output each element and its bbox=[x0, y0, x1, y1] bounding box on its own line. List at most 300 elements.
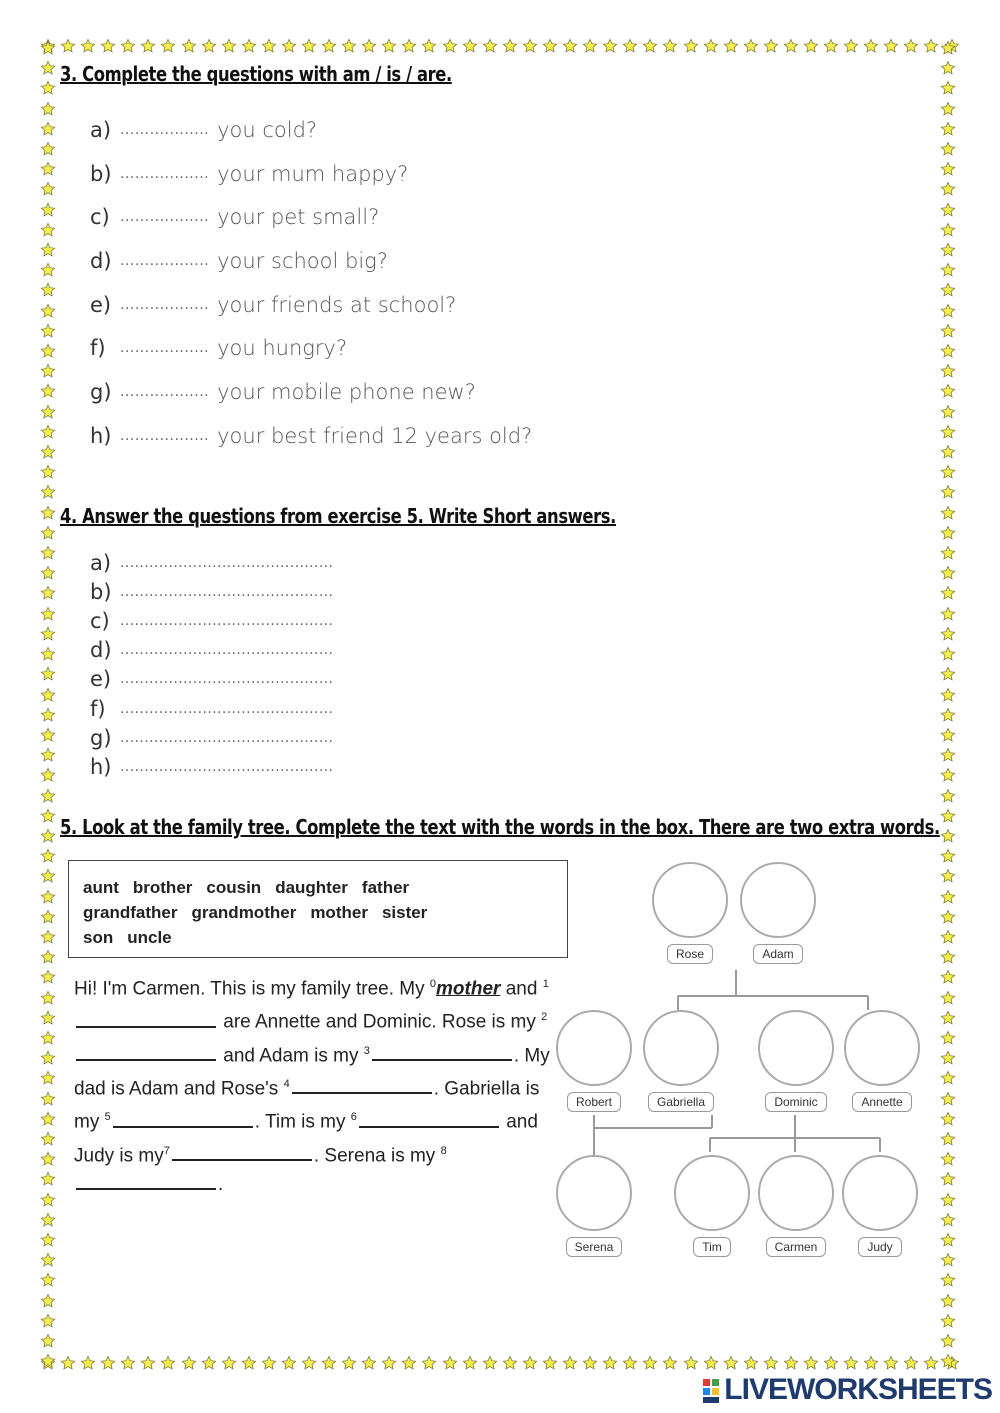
star-icon bbox=[201, 1355, 217, 1371]
star-icon bbox=[40, 889, 56, 905]
star-icon bbox=[940, 828, 956, 844]
word-box-word: grandmother bbox=[191, 903, 297, 922]
blank-number: 7 bbox=[163, 1144, 170, 1157]
star-icon bbox=[662, 38, 678, 54]
question-text: your school big? bbox=[217, 248, 388, 273]
answer-item bbox=[90, 548, 333, 577]
person-label: Robert bbox=[567, 1092, 621, 1112]
star-icon bbox=[40, 990, 56, 1006]
star-icon bbox=[940, 202, 956, 218]
star-icon bbox=[40, 1313, 56, 1329]
star-icon bbox=[40, 646, 56, 662]
star-icon bbox=[743, 1355, 759, 1371]
star-icon bbox=[40, 929, 56, 945]
answer-line[interactable]: ............................................ bbox=[120, 583, 334, 600]
star-icon bbox=[940, 484, 956, 500]
star-icon bbox=[160, 1355, 176, 1371]
star-icon bbox=[940, 1272, 956, 1288]
star-icon bbox=[940, 585, 956, 601]
star-icon bbox=[40, 1030, 56, 1046]
star-icon bbox=[341, 1355, 357, 1371]
star-icon bbox=[482, 1355, 498, 1371]
answer-blank-6[interactable] bbox=[359, 1108, 499, 1128]
star-border-left bbox=[40, 40, 60, 1370]
word-box-word: sister bbox=[381, 903, 428, 922]
star-icon bbox=[401, 38, 417, 54]
question-letter: g) bbox=[90, 379, 112, 404]
star-icon bbox=[40, 1131, 56, 1147]
blank-number: 8 bbox=[440, 1144, 447, 1157]
answer-letter: e) bbox=[90, 667, 112, 692]
star-icon bbox=[940, 363, 956, 379]
star-icon bbox=[940, 262, 956, 278]
question-item bbox=[90, 152, 532, 196]
star-icon bbox=[120, 1355, 136, 1371]
question-item bbox=[90, 108, 532, 152]
star-icon bbox=[940, 767, 956, 783]
question-letter: e) bbox=[90, 292, 112, 317]
star-icon bbox=[381, 1355, 397, 1371]
question-text: your pet small? bbox=[217, 205, 380, 230]
star-icon bbox=[723, 1355, 739, 1371]
star-icon bbox=[40, 1353, 56, 1369]
word-box-word: brother bbox=[132, 878, 193, 897]
star-icon bbox=[40, 1010, 56, 1026]
answer-blank[interactable]: .................. bbox=[120, 383, 210, 400]
question-text: your best friend 12 years old? bbox=[217, 423, 533, 448]
star-icon bbox=[40, 282, 56, 298]
star-icon bbox=[40, 1232, 56, 1248]
star-icon bbox=[562, 1355, 578, 1371]
answer-line[interactable]: ............................................ bbox=[120, 729, 334, 746]
answer-blank[interactable]: .................. bbox=[120, 296, 210, 313]
star-icon bbox=[120, 38, 136, 54]
face-icon bbox=[643, 1010, 719, 1086]
star-icon bbox=[542, 1355, 558, 1371]
star-icon bbox=[763, 38, 779, 54]
star-icon bbox=[940, 565, 956, 581]
answer-letter: g) bbox=[90, 725, 112, 750]
person-judy bbox=[838, 1155, 922, 1257]
face-icon bbox=[556, 1155, 632, 1231]
person-label: Judy bbox=[858, 1237, 901, 1257]
star-icon bbox=[940, 282, 956, 298]
blank-number: 0 bbox=[429, 978, 437, 990]
question-letter: a) bbox=[90, 117, 112, 142]
star-icon bbox=[421, 1355, 437, 1371]
blank-number: 4 bbox=[283, 1077, 290, 1090]
star-icon bbox=[923, 38, 939, 54]
star-icon bbox=[940, 444, 956, 460]
logo-icon bbox=[702, 1378, 720, 1404]
star-icon bbox=[40, 828, 56, 844]
answer-blank-5[interactable] bbox=[113, 1108, 253, 1128]
answer-blank-8[interactable] bbox=[76, 1170, 216, 1190]
star-icon bbox=[940, 1353, 956, 1369]
star-icon bbox=[622, 38, 638, 54]
star-icon bbox=[40, 222, 56, 238]
person-gabriella bbox=[638, 1010, 724, 1112]
face-icon bbox=[842, 1155, 918, 1231]
blank-number: 5 bbox=[104, 1111, 111, 1124]
star-icon bbox=[940, 80, 956, 96]
star-icon bbox=[40, 707, 56, 723]
word-box-word: son bbox=[83, 928, 114, 947]
star-icon bbox=[321, 1355, 337, 1371]
star-icon bbox=[843, 1355, 859, 1371]
star-icon bbox=[40, 242, 56, 258]
person-tim bbox=[670, 1155, 754, 1257]
star-icon bbox=[40, 565, 56, 581]
star-icon bbox=[40, 1252, 56, 1268]
star-icon bbox=[40, 1091, 56, 1107]
star-icon bbox=[221, 1355, 237, 1371]
star-icon bbox=[40, 60, 56, 76]
word-box-word: daughter bbox=[275, 878, 348, 897]
star-icon bbox=[462, 38, 478, 54]
star-icon bbox=[940, 323, 956, 339]
exercise3-list bbox=[90, 108, 532, 458]
liveworksheets-logo bbox=[702, 1373, 992, 1407]
star-icon bbox=[40, 969, 56, 985]
answer-blank[interactable]: .................. bbox=[120, 165, 210, 182]
star-icon bbox=[281, 38, 297, 54]
question-item bbox=[90, 370, 532, 414]
star-icon bbox=[940, 181, 956, 197]
person-label: Serena bbox=[566, 1237, 623, 1257]
face-icon bbox=[652, 862, 728, 938]
answer-blank-4[interactable] bbox=[292, 1074, 432, 1094]
star-icon bbox=[40, 121, 56, 137]
answer-line[interactable]: ............................................ bbox=[120, 671, 334, 688]
star-icon bbox=[40, 909, 56, 925]
star-icon bbox=[301, 1355, 317, 1371]
answer-item bbox=[90, 606, 333, 635]
star-icon bbox=[703, 38, 719, 54]
answer-blank[interactable]: .................. bbox=[120, 340, 210, 357]
person-rose bbox=[650, 862, 730, 964]
star-icon bbox=[783, 38, 799, 54]
star-icon bbox=[40, 545, 56, 561]
star-icon bbox=[40, 1070, 56, 1086]
star-icon bbox=[783, 1355, 799, 1371]
star-icon bbox=[40, 1293, 56, 1309]
person-label: Annette bbox=[852, 1092, 911, 1112]
star-icon bbox=[40, 1151, 56, 1167]
story-passage bbox=[74, 970, 554, 1199]
question-letter: f) bbox=[90, 336, 106, 361]
star-icon bbox=[940, 343, 956, 359]
face-icon bbox=[844, 1010, 920, 1086]
star-icon bbox=[743, 38, 759, 54]
star-icon bbox=[100, 38, 116, 54]
question-text: your mobile phone new? bbox=[217, 379, 476, 404]
face-icon bbox=[740, 862, 816, 938]
exercise5-title: 5. Look at the family tree. Complete the text with the words in the box. There are two extra words. bbox=[60, 815, 940, 839]
star-icon bbox=[40, 1192, 56, 1208]
star-icon bbox=[940, 383, 956, 399]
star-icon bbox=[622, 1355, 638, 1371]
answer-letter: a) bbox=[90, 550, 112, 575]
star-icon bbox=[442, 38, 458, 54]
word-box-word: uncle bbox=[127, 928, 172, 947]
star-icon bbox=[940, 666, 956, 682]
star-icon bbox=[940, 161, 956, 177]
question-item bbox=[90, 414, 532, 458]
star-icon bbox=[602, 38, 618, 54]
person-serena bbox=[552, 1155, 636, 1257]
star-icon bbox=[321, 38, 337, 54]
star-icon bbox=[40, 80, 56, 96]
star-icon bbox=[201, 38, 217, 54]
star-icon bbox=[602, 1355, 618, 1371]
star-icon bbox=[803, 1355, 819, 1371]
passage-text: Hi! I'm Carmen. This is my family tree. My bbox=[74, 978, 425, 1000]
star-icon bbox=[940, 60, 956, 76]
answer-item bbox=[90, 723, 333, 752]
star-border-bottom bbox=[40, 1355, 960, 1375]
star-icon bbox=[40, 525, 56, 541]
star-icon bbox=[40, 788, 56, 804]
star-icon bbox=[940, 808, 956, 824]
blank-number: 1 bbox=[542, 978, 549, 990]
star-icon bbox=[40, 404, 56, 420]
star-icon bbox=[940, 1313, 956, 1329]
star-icon bbox=[482, 38, 498, 54]
star-icon bbox=[863, 1355, 879, 1371]
star-icon bbox=[40, 626, 56, 642]
star-icon bbox=[703, 1355, 719, 1371]
star-icon bbox=[940, 727, 956, 743]
question-item bbox=[90, 326, 532, 370]
star-icon bbox=[40, 1050, 56, 1066]
star-icon bbox=[40, 323, 56, 339]
star-icon bbox=[823, 38, 839, 54]
exercise4-title: 4. Answer the questions from exercise 5. Write Short answers. bbox=[60, 504, 616, 528]
passage-text: . My dad is Adam and Rose's bbox=[74, 1044, 550, 1100]
answer-letter: f) bbox=[90, 696, 106, 721]
word-box-word: grandfather bbox=[83, 903, 178, 922]
face-icon bbox=[556, 1010, 632, 1086]
answer-blank-7[interactable] bbox=[172, 1141, 312, 1161]
answer-item bbox=[90, 694, 333, 723]
face-icon bbox=[758, 1155, 834, 1231]
answer-line[interactable]: ............................................ bbox=[120, 758, 334, 775]
answer-line[interactable]: ............................................ bbox=[120, 612, 334, 629]
star-icon bbox=[40, 464, 56, 480]
star-icon bbox=[421, 38, 437, 54]
star-icon bbox=[261, 38, 277, 54]
star-icon bbox=[940, 707, 956, 723]
star-icon bbox=[823, 1355, 839, 1371]
question-letter: b) bbox=[90, 161, 112, 186]
star-icon bbox=[940, 464, 956, 480]
answer-letter: d) bbox=[90, 638, 112, 663]
star-icon bbox=[40, 202, 56, 218]
passage-text: . Gabriella is my bbox=[74, 1078, 540, 1133]
star-icon bbox=[181, 1355, 197, 1371]
star-icon bbox=[940, 121, 956, 137]
person-annette bbox=[840, 1010, 924, 1112]
person-label: Gabriella bbox=[648, 1092, 714, 1112]
star-icon bbox=[40, 808, 56, 824]
star-icon bbox=[940, 404, 956, 420]
star-icon bbox=[40, 1171, 56, 1187]
question-item bbox=[90, 239, 532, 283]
star-icon bbox=[522, 38, 538, 54]
star-icon bbox=[683, 38, 699, 54]
person-adam bbox=[738, 862, 818, 964]
star-icon bbox=[381, 38, 397, 54]
star-icon bbox=[883, 38, 899, 54]
answer-letter: h) bbox=[90, 754, 112, 779]
face-icon bbox=[758, 1010, 834, 1086]
star-icon bbox=[40, 161, 56, 177]
star-icon bbox=[723, 38, 739, 54]
person-label: Adam bbox=[753, 944, 802, 964]
answer-line[interactable]: ............................................ bbox=[120, 642, 334, 659]
star-icon bbox=[803, 38, 819, 54]
star-icon bbox=[40, 767, 56, 783]
passage-text: . bbox=[218, 1173, 224, 1195]
star-icon bbox=[940, 788, 956, 804]
star-icon bbox=[40, 505, 56, 521]
star-icon bbox=[763, 1355, 779, 1371]
star-icon bbox=[883, 1355, 899, 1371]
star-icon bbox=[40, 1212, 56, 1228]
star-icon bbox=[40, 1272, 56, 1288]
star-icon bbox=[903, 1355, 919, 1371]
answer-blank[interactable]: .................. bbox=[120, 209, 210, 226]
star-icon bbox=[940, 424, 956, 440]
question-item bbox=[90, 283, 532, 327]
word-box-word: cousin bbox=[206, 878, 262, 897]
answer-blank-1[interactable] bbox=[76, 1008, 216, 1028]
star-icon bbox=[301, 38, 317, 54]
star-icon bbox=[642, 38, 658, 54]
star-icon bbox=[642, 1355, 658, 1371]
blank-number: 6 bbox=[350, 1111, 357, 1124]
question-letter: d) bbox=[90, 248, 112, 273]
star-icon bbox=[40, 141, 56, 157]
star-icon bbox=[341, 38, 357, 54]
answer-blank[interactable]: .................. bbox=[120, 252, 210, 269]
star-icon bbox=[442, 1355, 458, 1371]
star-icon bbox=[940, 1333, 956, 1349]
word-box-word: aunt bbox=[83, 878, 119, 897]
word-box-word: mother bbox=[310, 903, 368, 922]
answer-blank[interactable]: .................. bbox=[120, 121, 210, 138]
star-icon bbox=[40, 1111, 56, 1127]
star-icon bbox=[843, 38, 859, 54]
star-icon bbox=[401, 1355, 417, 1371]
star-icon bbox=[80, 1355, 96, 1371]
star-icon bbox=[40, 343, 56, 359]
answer-item bbox=[90, 665, 333, 694]
star-icon bbox=[40, 666, 56, 682]
question-letter: c) bbox=[90, 205, 110, 230]
person-label: Carmen bbox=[766, 1237, 827, 1257]
person-label: Tim bbox=[693, 1237, 731, 1257]
answer-line[interactable]: ............................................ bbox=[120, 554, 334, 571]
star-icon bbox=[100, 1355, 116, 1371]
star-icon bbox=[522, 1355, 538, 1371]
star-icon bbox=[940, 525, 956, 541]
star-icon bbox=[181, 38, 197, 54]
star-icon bbox=[582, 38, 598, 54]
question-text: your mum happy? bbox=[217, 161, 409, 186]
star-icon bbox=[40, 101, 56, 117]
answer-item bbox=[90, 577, 333, 606]
question-text: you cold? bbox=[217, 117, 318, 142]
word-box-word: father bbox=[361, 878, 410, 897]
star-icon bbox=[940, 626, 956, 642]
person-robert bbox=[552, 1010, 636, 1112]
star-icon bbox=[502, 1355, 518, 1371]
star-icon bbox=[863, 38, 879, 54]
star-icon bbox=[361, 38, 377, 54]
star-icon bbox=[40, 303, 56, 319]
star-icon bbox=[940, 222, 956, 238]
star-icon bbox=[40, 949, 56, 965]
star-icon bbox=[562, 38, 578, 54]
star-icon bbox=[582, 1355, 598, 1371]
star-icon bbox=[940, 545, 956, 561]
person-label: Rose bbox=[667, 944, 713, 964]
answer-blank-3[interactable] bbox=[372, 1041, 512, 1061]
answer-item bbox=[90, 752, 333, 781]
star-icon bbox=[140, 1355, 156, 1371]
star-icon bbox=[60, 38, 76, 54]
star-icon bbox=[683, 1355, 699, 1371]
person-carmen bbox=[754, 1155, 838, 1257]
star-icon bbox=[940, 40, 956, 56]
star-icon bbox=[40, 727, 56, 743]
star-icon bbox=[940, 606, 956, 622]
question-text: your friends at school? bbox=[217, 292, 457, 317]
star-icon bbox=[140, 38, 156, 54]
star-icon bbox=[261, 1355, 277, 1371]
answer-blank[interactable]: .................. bbox=[120, 427, 210, 444]
star-icon bbox=[40, 585, 56, 601]
star-border-top bbox=[40, 38, 960, 58]
star-icon bbox=[40, 687, 56, 703]
star-icon bbox=[903, 38, 919, 54]
star-icon bbox=[923, 1355, 939, 1371]
star-icon bbox=[40, 848, 56, 864]
star-icon bbox=[221, 38, 237, 54]
passage-text: are Annette and Dominic. Rose is my bbox=[223, 1011, 536, 1033]
star-icon bbox=[940, 303, 956, 319]
passage-text: . Serena is my bbox=[313, 1144, 436, 1166]
answer-blank-2[interactable] bbox=[76, 1041, 216, 1061]
star-icon bbox=[361, 1355, 377, 1371]
star-icon bbox=[502, 38, 518, 54]
star-icon bbox=[40, 606, 56, 622]
blank-number: 3 bbox=[363, 1044, 370, 1057]
word-box bbox=[68, 860, 568, 958]
star-icon bbox=[40, 1333, 56, 1349]
star-icon bbox=[40, 363, 56, 379]
answer-line[interactable]: ............................................ bbox=[120, 700, 334, 717]
exercise3-title: 3. Complete the questions with am / is / are. bbox=[60, 62, 452, 86]
example-answer: mother bbox=[436, 978, 501, 1000]
answer-letter: b) bbox=[90, 579, 112, 604]
star-icon bbox=[80, 38, 96, 54]
star-icon bbox=[940, 242, 956, 258]
passage-text: and Adam is my bbox=[223, 1044, 359, 1066]
star-icon bbox=[40, 424, 56, 440]
